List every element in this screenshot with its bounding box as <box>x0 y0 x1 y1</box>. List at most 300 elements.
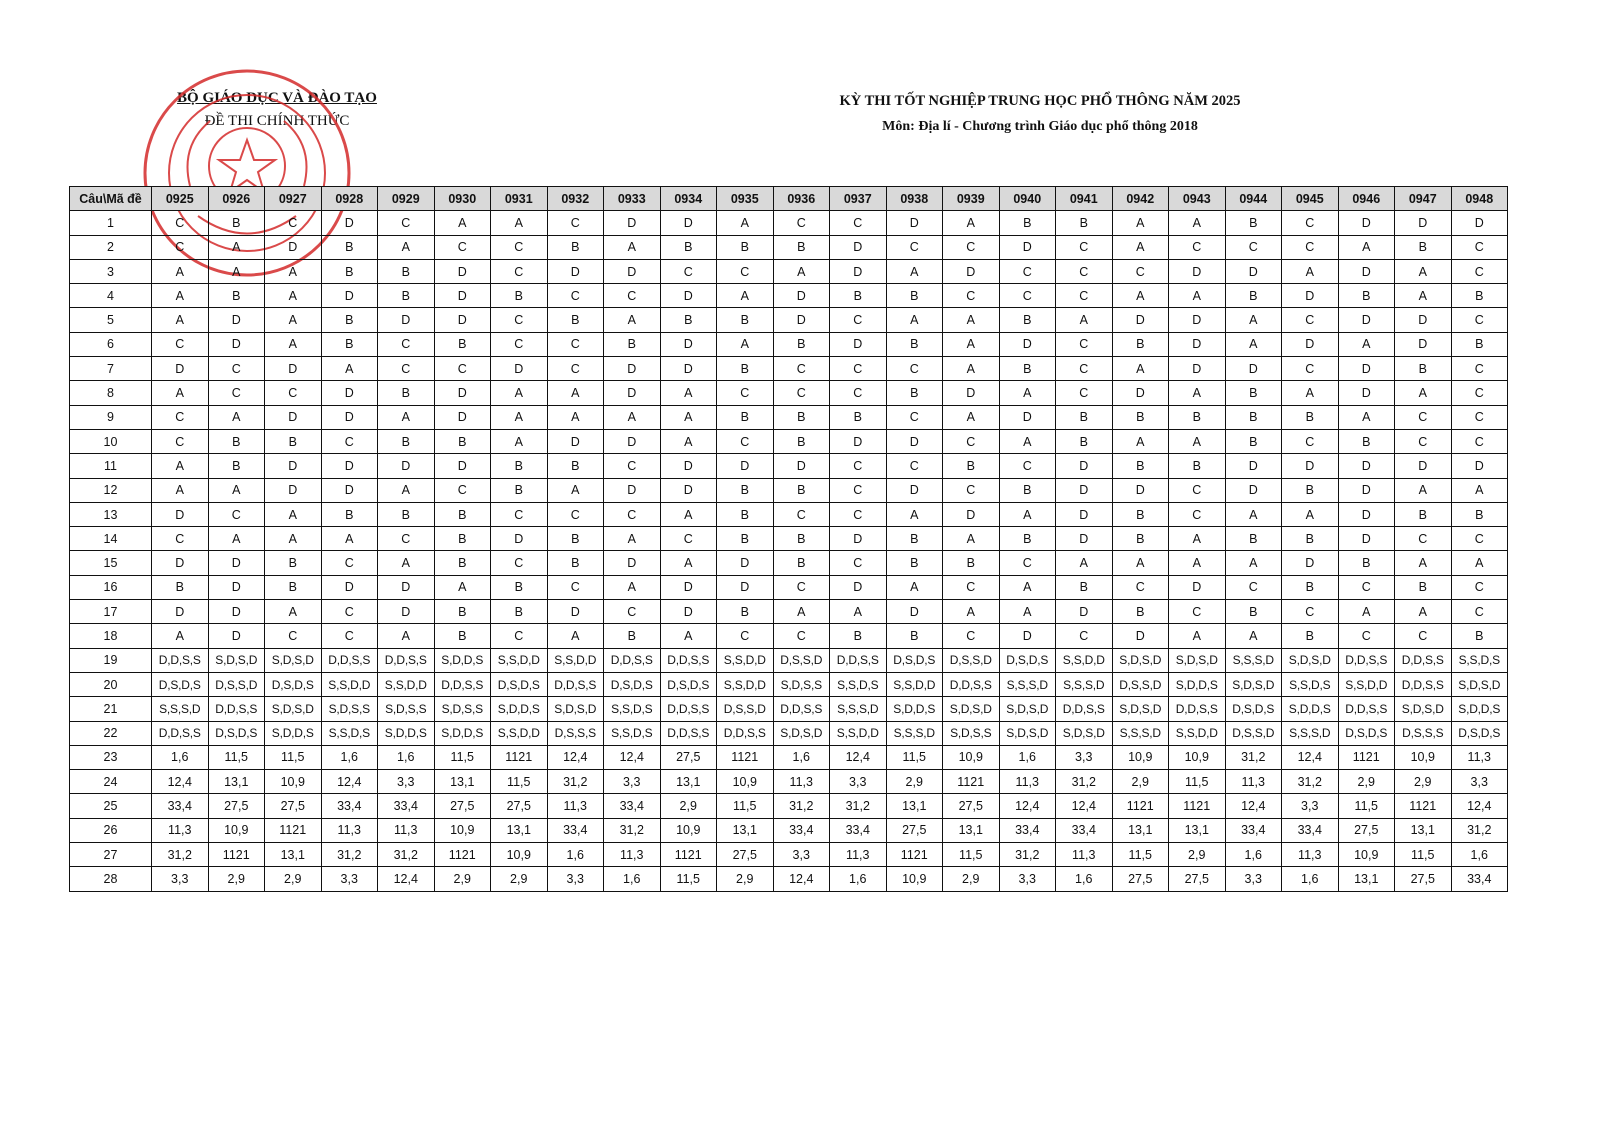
answer-cell: B <box>999 478 1056 502</box>
table-row <box>70 332 1508 356</box>
answer-cell: D <box>1338 381 1395 405</box>
answer-cell: C <box>547 284 604 308</box>
answer-cell: A <box>1395 381 1452 405</box>
answer-cell: 11,3 <box>1282 843 1339 867</box>
answer-cell: B <box>208 284 265 308</box>
table-row <box>70 235 1508 259</box>
answer-cell: C <box>886 235 943 259</box>
corner-header: Câu\Mã đề <box>70 187 152 211</box>
answer-cell: 10,9 <box>886 867 943 891</box>
answer-cell: B <box>547 308 604 332</box>
answer-cell: D <box>773 454 830 478</box>
answer-cell: D <box>321 575 378 599</box>
answer-cell: B <box>1451 624 1508 648</box>
answer-cell: D <box>434 454 491 478</box>
answer-cell: C <box>943 429 1000 453</box>
answer-cell: D,S,S,D <box>1225 721 1282 745</box>
answer-cell: D <box>547 259 604 283</box>
answer-cell: B <box>717 235 774 259</box>
answer-cell: 2,9 <box>886 770 943 794</box>
answer-cell: 11,3 <box>1225 770 1282 794</box>
answer-cell: B <box>830 405 887 429</box>
question-number: 14 <box>70 527 152 551</box>
answer-cell: D <box>604 429 661 453</box>
answer-cell: A <box>378 478 435 502</box>
answer-cell: D,S,D,S <box>1451 721 1508 745</box>
answer-cell: A <box>660 502 717 526</box>
answer-cell: B <box>660 235 717 259</box>
answer-cell: B <box>434 332 491 356</box>
answer-cell: 27,5 <box>943 794 1000 818</box>
answer-cell: D,S,D,S <box>1338 721 1395 745</box>
answer-cell: 1,6 <box>1225 843 1282 867</box>
answer-cell: A <box>1112 551 1169 575</box>
answer-cell: B <box>491 600 548 624</box>
answer-cell: D <box>1338 502 1395 526</box>
table-row <box>70 211 1508 235</box>
answer-cell: A <box>943 600 1000 624</box>
answer-cell: C <box>152 429 209 453</box>
answer-cell: C <box>491 551 548 575</box>
answer-cell: C <box>1056 624 1113 648</box>
answer-cell: C <box>208 381 265 405</box>
answer-cell: D <box>152 357 209 381</box>
answer-cell: C <box>1225 235 1282 259</box>
exam-code-header: 0927 <box>265 187 322 211</box>
answer-cell: S,D,S,D <box>1112 648 1169 672</box>
answer-cell: B <box>491 575 548 599</box>
question-number: 25 <box>70 794 152 818</box>
answer-cell: S,D,S,S <box>943 721 1000 745</box>
answer-cell: D,S,S,D <box>773 648 830 672</box>
answer-cell: D <box>999 624 1056 648</box>
answer-cell: A <box>999 502 1056 526</box>
question-number: 10 <box>70 429 152 453</box>
answer-cell: D,D,S,S <box>152 648 209 672</box>
answer-cell: 11,3 <box>152 818 209 842</box>
answer-cell: C <box>830 357 887 381</box>
answer-cell: C <box>1169 235 1226 259</box>
answer-cell: A <box>604 235 661 259</box>
answer-cell: D <box>1338 357 1395 381</box>
answer-cell: C <box>1282 235 1339 259</box>
answer-cell: 1121 <box>208 843 265 867</box>
answer-cell: C <box>1451 429 1508 453</box>
answer-cell: D,S,D,S <box>999 648 1056 672</box>
answer-cell: C <box>1395 527 1452 551</box>
answer-cell: A <box>208 405 265 429</box>
answer-cell: C <box>604 284 661 308</box>
exam-code-header: 0942 <box>1112 187 1169 211</box>
answer-cell: S,S,S,D <box>830 697 887 721</box>
answer-cell: S,D,S,D <box>1056 721 1113 745</box>
answer-cell: B <box>1282 624 1339 648</box>
answer-cell: 13,1 <box>660 770 717 794</box>
answer-cell: D,S,D,S <box>1225 697 1282 721</box>
answer-cell: B <box>773 429 830 453</box>
answer-cell: S,D,D,S <box>886 697 943 721</box>
answer-cell: 2,9 <box>1395 770 1452 794</box>
answer-cell: A <box>660 551 717 575</box>
answer-cell: D <box>491 527 548 551</box>
answer-cell: D,D,S,S <box>717 721 774 745</box>
answer-cell: A <box>717 211 774 235</box>
answer-cell: C <box>1056 284 1113 308</box>
answer-cell: B <box>378 259 435 283</box>
answer-cell: D,S,D,S <box>660 672 717 696</box>
answer-cell: C <box>1451 357 1508 381</box>
question-number: 3 <box>70 259 152 283</box>
answer-cell: B <box>773 332 830 356</box>
answer-cell: C <box>321 624 378 648</box>
answer-cell: 13,1 <box>1112 818 1169 842</box>
answer-cell: D <box>773 284 830 308</box>
answer-cell: S,D,D,S <box>378 721 435 745</box>
answer-cell: C <box>491 624 548 648</box>
exam-code-header: 0929 <box>378 187 435 211</box>
exam-heading <box>800 93 1280 135</box>
answer-cell: C <box>152 405 209 429</box>
answer-cell: B <box>943 551 1000 575</box>
answer-cell: 13,1 <box>943 818 1000 842</box>
answer-cell: 11,3 <box>830 843 887 867</box>
answer-cell: D <box>208 332 265 356</box>
answer-cell: D <box>1282 551 1339 575</box>
answer-cell: D,D,S,S <box>1338 648 1395 672</box>
answer-cell: D <box>660 357 717 381</box>
answer-cell: C <box>434 478 491 502</box>
answer-cell: 1121 <box>717 745 774 769</box>
answer-cell: C <box>1395 405 1452 429</box>
answer-cell: A <box>1395 259 1452 283</box>
answer-cell: 33,4 <box>830 818 887 842</box>
answer-cell: D <box>1169 575 1226 599</box>
answer-cell: C <box>1451 575 1508 599</box>
answer-cell: D,S,S,D <box>943 648 1000 672</box>
answer-cell: 12,4 <box>152 770 209 794</box>
answer-cell: C <box>378 527 435 551</box>
table-row <box>70 867 1508 891</box>
answer-cell: B <box>886 284 943 308</box>
answer-cell: D <box>660 575 717 599</box>
answer-cell: B <box>717 502 774 526</box>
answer-cell: D <box>1225 357 1282 381</box>
answer-cell: D,S,S,D <box>1112 672 1169 696</box>
answer-cell: 13,1 <box>434 770 491 794</box>
answer-cell: D,S,D,S <box>886 648 943 672</box>
answer-cell: 13,1 <box>265 843 322 867</box>
answer-cell: C <box>321 600 378 624</box>
answer-cell: A <box>152 259 209 283</box>
answer-cell: A <box>265 308 322 332</box>
answer-cell: D <box>321 454 378 478</box>
answer-cell: A <box>434 211 491 235</box>
answer-cell: D,D,S,S <box>604 648 661 672</box>
answer-cell: D <box>604 381 661 405</box>
answer-cell: D <box>265 235 322 259</box>
answer-cell: 13,1 <box>491 818 548 842</box>
answer-cell: D <box>830 235 887 259</box>
answer-cell: 13,1 <box>717 818 774 842</box>
table-row <box>70 357 1508 381</box>
answer-cell: B <box>1282 478 1339 502</box>
answer-cell: 2,9 <box>434 867 491 891</box>
answer-cell: D <box>773 308 830 332</box>
question-number: 15 <box>70 551 152 575</box>
answer-cell: D <box>717 575 774 599</box>
answer-cell: A <box>604 575 661 599</box>
question-number: 16 <box>70 575 152 599</box>
answer-cell: D <box>1282 332 1339 356</box>
answer-cell: 1121 <box>434 843 491 867</box>
answer-cell: 2,9 <box>717 867 774 891</box>
answer-cell: D <box>547 429 604 453</box>
answer-cell: B <box>886 381 943 405</box>
answer-cell: C <box>773 357 830 381</box>
answer-cell: 12,4 <box>547 745 604 769</box>
answer-cell: A <box>1395 478 1452 502</box>
answer-cell: 1,6 <box>547 843 604 867</box>
table-row <box>70 527 1508 551</box>
answer-cell: B <box>321 502 378 526</box>
answer-cell: D <box>321 211 378 235</box>
answer-cell: 11,5 <box>491 770 548 794</box>
answer-cell: D,D,S,S <box>152 721 209 745</box>
table-row <box>70 575 1508 599</box>
answer-cell: D <box>321 478 378 502</box>
table-row <box>70 770 1508 794</box>
answer-cell: C <box>943 284 1000 308</box>
answer-cell: D <box>321 284 378 308</box>
answer-cell: 27,5 <box>1395 867 1452 891</box>
exam-code-header: 0926 <box>208 187 265 211</box>
answer-cell: 2,9 <box>1112 770 1169 794</box>
answer-cell: A <box>1338 332 1395 356</box>
table-row <box>70 478 1508 502</box>
answer-cell: 33,4 <box>1282 818 1339 842</box>
table-row <box>70 600 1508 624</box>
answer-cell: 11,3 <box>547 794 604 818</box>
answer-cell: S,S,D,D <box>547 648 604 672</box>
answer-cell: B <box>321 332 378 356</box>
answer-cell: C <box>999 454 1056 478</box>
answer-cell: D <box>1225 259 1282 283</box>
answer-cell: C <box>208 357 265 381</box>
answer-cell: C <box>660 527 717 551</box>
answer-cell: B <box>1112 600 1169 624</box>
answer-cell: A <box>660 405 717 429</box>
answer-cell: D,D,S,S <box>434 672 491 696</box>
answer-cell: S,S,D,D <box>491 648 548 672</box>
answer-cell: S,S,D,S <box>1451 648 1508 672</box>
answer-cell: A <box>1395 284 1452 308</box>
answer-cell: S,D,S,D <box>999 697 1056 721</box>
answer-cell: D,D,S,S <box>773 697 830 721</box>
question-number: 19 <box>70 648 152 672</box>
answer-cell: A <box>1112 211 1169 235</box>
answer-cell: D <box>830 259 887 283</box>
answer-cell: S,S,S,D <box>1056 672 1113 696</box>
answer-cell: C <box>1451 405 1508 429</box>
answer-cell: A <box>1395 600 1452 624</box>
exam-code-header: 0925 <box>152 187 209 211</box>
answer-cell: S,D,S,D <box>1282 648 1339 672</box>
answer-cell: B <box>1451 332 1508 356</box>
answer-cell: B <box>1056 429 1113 453</box>
answer-cell: A <box>1169 429 1226 453</box>
answer-cell: B <box>1056 575 1113 599</box>
answer-cell: S,D,S,S <box>378 697 435 721</box>
answer-cell: D,D,S,S <box>208 697 265 721</box>
answer-cell: D <box>1282 284 1339 308</box>
answer-cell: B <box>773 405 830 429</box>
answer-cell: C <box>1225 575 1282 599</box>
answer-cell: A <box>773 259 830 283</box>
answer-cell: A <box>434 575 491 599</box>
answer-cell: B <box>999 211 1056 235</box>
answer-cell: D <box>378 308 435 332</box>
answer-cell: D <box>886 211 943 235</box>
answer-cell: B <box>1395 502 1452 526</box>
answer-cell: A <box>152 624 209 648</box>
answer-cell: B <box>773 478 830 502</box>
answer-cell: D <box>1169 332 1226 356</box>
answer-cell: B <box>491 454 548 478</box>
answer-cell: B <box>1451 502 1508 526</box>
answer-cell: D,D,S,S <box>1395 648 1452 672</box>
answer-cell: D <box>1056 454 1113 478</box>
answer-cell: D <box>321 381 378 405</box>
exam-code-header: 0931 <box>491 187 548 211</box>
question-number: 23 <box>70 745 152 769</box>
answer-cell: 33,4 <box>152 794 209 818</box>
answer-cell: 33,4 <box>1225 818 1282 842</box>
answer-cell: C <box>1451 381 1508 405</box>
answer-cell: D <box>434 308 491 332</box>
question-number: 20 <box>70 672 152 696</box>
answer-cell: C <box>717 624 774 648</box>
answer-cell: 1121 <box>660 843 717 867</box>
answer-cell: A <box>604 308 661 332</box>
answer-cell: D <box>208 575 265 599</box>
answer-cell: S,D,S,D <box>1112 697 1169 721</box>
answer-cell: D <box>1395 454 1452 478</box>
answer-cell: B <box>1112 502 1169 526</box>
table-row <box>70 551 1508 575</box>
answer-cell: 1,6 <box>321 745 378 769</box>
answer-cell: D <box>265 454 322 478</box>
answer-cell: S,D,S,D <box>943 697 1000 721</box>
answer-cell: C <box>1338 624 1395 648</box>
question-number: 2 <box>70 235 152 259</box>
answer-cell: 3,3 <box>152 867 209 891</box>
answer-cell: S,S,D,D <box>491 721 548 745</box>
answer-cell: 11,3 <box>1451 745 1508 769</box>
table-row <box>70 259 1508 283</box>
answer-cell: B <box>886 551 943 575</box>
org-name: BỘ GIÁO DỤC VÀ ĐÀO TẠO <box>177 90 377 106</box>
answer-cell: S,D,S,D <box>208 648 265 672</box>
answer-cell: C <box>152 527 209 551</box>
answer-cell: 2,9 <box>1169 843 1226 867</box>
answer-cell: 12,4 <box>378 867 435 891</box>
answer-cell: S,D,S,D <box>1395 697 1452 721</box>
answer-cell: B <box>1225 284 1282 308</box>
answer-cell: B <box>1225 600 1282 624</box>
answer-cell: 11,5 <box>1169 770 1226 794</box>
answer-cell: A <box>1282 381 1339 405</box>
answer-cell: B <box>1282 527 1339 551</box>
answer-cell: D <box>547 600 604 624</box>
answer-cell: 27,5 <box>491 794 548 818</box>
answer-cell: B <box>547 527 604 551</box>
answer-cell: 31,2 <box>1056 770 1113 794</box>
answer-cell: D <box>208 551 265 575</box>
answer-cell: 11,3 <box>999 770 1056 794</box>
header-row <box>70 187 1508 211</box>
answer-cell: 10,9 <box>1338 843 1395 867</box>
answer-cell: 11,3 <box>604 843 661 867</box>
answer-cell: C <box>999 259 1056 283</box>
answer-cell: A <box>943 211 1000 235</box>
answer-cell: 3,3 <box>1056 745 1113 769</box>
answer-cell: B <box>491 478 548 502</box>
answer-cell: S,S,D,D <box>1169 721 1226 745</box>
exam-code-header: 0940 <box>999 187 1056 211</box>
answer-cell: B <box>1056 211 1113 235</box>
answer-cell: B <box>1225 429 1282 453</box>
answer-cell: C <box>830 381 887 405</box>
answer-cell: D <box>1338 308 1395 332</box>
answer-cell: C <box>1056 235 1113 259</box>
exam-code-header: 0938 <box>886 187 943 211</box>
answer-cell: 1,6 <box>999 745 1056 769</box>
answer-cell: C <box>830 551 887 575</box>
answer-cell: A <box>886 502 943 526</box>
answer-cell: C <box>1451 259 1508 283</box>
answer-cell: 11,5 <box>434 745 491 769</box>
question-number: 24 <box>70 770 152 794</box>
answer-cell: D <box>1338 478 1395 502</box>
answer-cell: 1121 <box>1112 794 1169 818</box>
answer-cell: D <box>999 405 1056 429</box>
answer-cell: A <box>152 454 209 478</box>
answer-cell: S,D,S,D <box>999 721 1056 745</box>
answer-cell: A <box>378 551 435 575</box>
answer-cell: A <box>378 235 435 259</box>
answer-cell: D <box>434 259 491 283</box>
answer-cell: D <box>434 381 491 405</box>
question-number: 26 <box>70 818 152 842</box>
answer-cell: 31,2 <box>1225 745 1282 769</box>
answer-cell: B <box>1395 575 1452 599</box>
answer-cell: S,D,S,D <box>547 697 604 721</box>
answer-cell: 13,1 <box>208 770 265 794</box>
answer-cell: A <box>1225 332 1282 356</box>
answer-cell: B <box>1451 284 1508 308</box>
answer-cell: C <box>1056 357 1113 381</box>
answer-cell: D <box>208 600 265 624</box>
answer-cell: 33,4 <box>378 794 435 818</box>
answer-cell: 11,5 <box>1395 843 1452 867</box>
answer-cell: C <box>1056 259 1113 283</box>
answer-cell: C <box>1282 357 1339 381</box>
answer-cell: S,D,S,D <box>773 721 830 745</box>
answer-cell: 31,2 <box>1451 818 1508 842</box>
answer-cell: B <box>321 259 378 283</box>
answer-cell: C <box>604 502 661 526</box>
answer-cell: 1121 <box>1338 745 1395 769</box>
